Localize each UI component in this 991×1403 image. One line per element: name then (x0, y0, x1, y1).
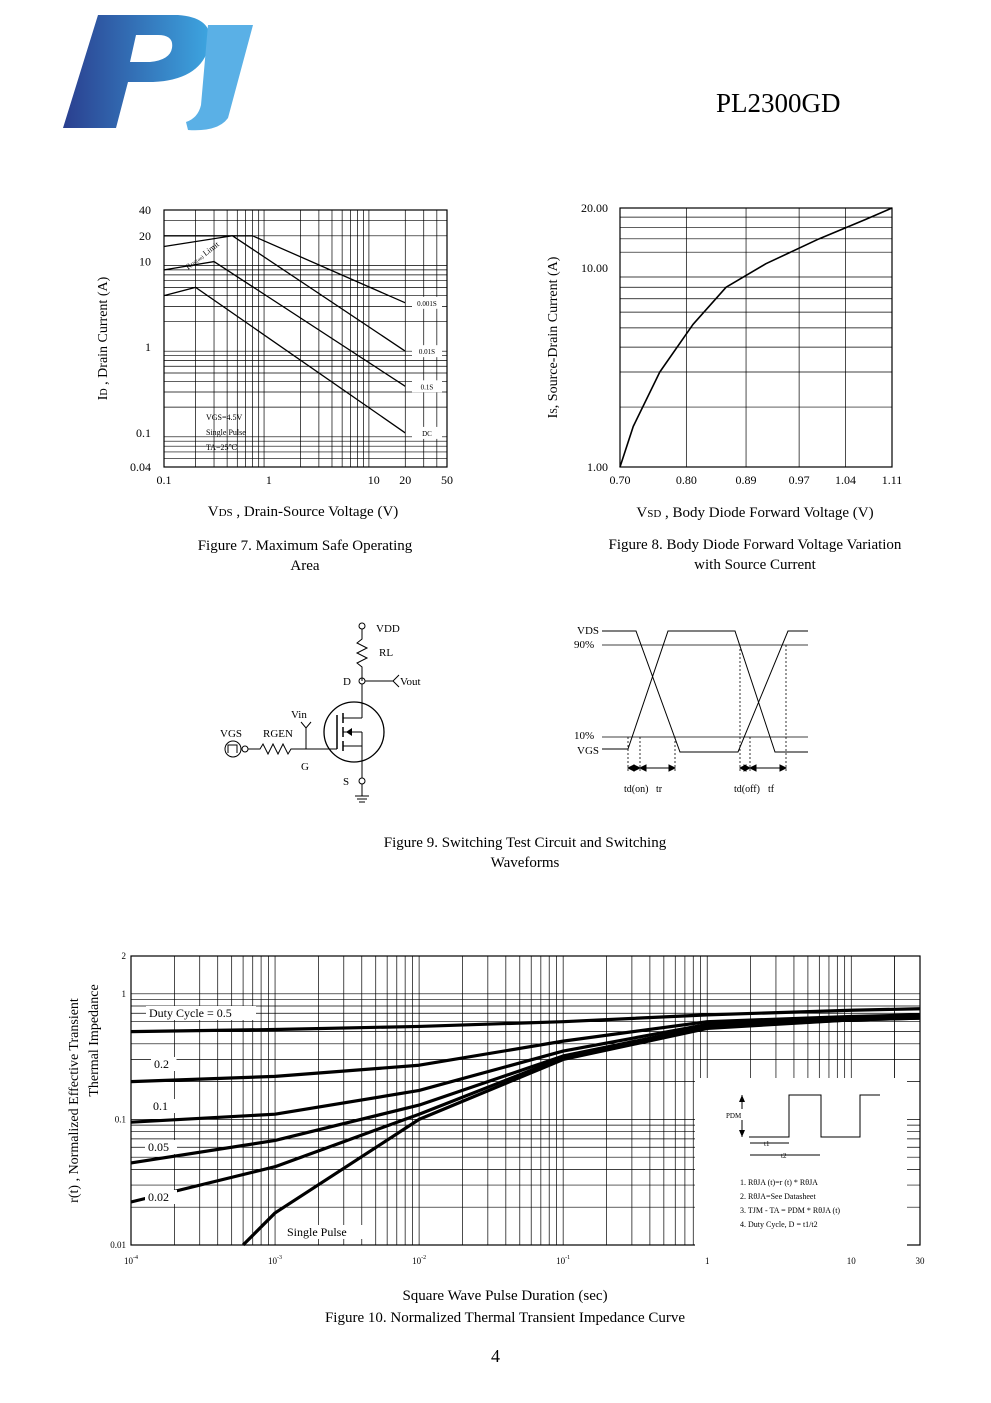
pulse-source-icon (225, 741, 241, 757)
fig10-curve-label: 0.2 (154, 1057, 169, 1071)
fig8-y-tick: 1.00 (587, 460, 608, 474)
page-number: 4 (491, 1346, 500, 1366)
fig10-note: 4. Duty Cycle, D = t1/t2 (740, 1220, 818, 1229)
fig7-condition: Single Pulse (206, 428, 246, 437)
fig10-curve-label: 0.1 (153, 1099, 168, 1113)
fig10-y-tick: 2 (121, 951, 126, 961)
vgs-waveform (602, 631, 808, 752)
vgs-label: VGS (220, 728, 243, 740)
fig10-x-tick: 30 (915, 1256, 925, 1266)
fig8-x-tick: 1.11 (881, 473, 903, 487)
vdd-terminal (359, 623, 365, 629)
vdd-label: VDD (376, 623, 400, 635)
load-resistor (357, 629, 367, 681)
fig7-y-tick: 0.1 (136, 425, 151, 440)
fig8-caption: Figure 8. Body Diode Forward Voltage Variation with Source Current (608, 537, 902, 573)
wave-10-label: 10% (574, 730, 595, 742)
tdoff-label: td(off) (734, 784, 760, 795)
pdm-label: PDM (726, 1112, 742, 1120)
fig8-y-tick: 20.00 (581, 201, 608, 215)
fig10-curve-label: 0.02 (148, 1190, 169, 1204)
fig10-curve-label: Duty Cycle = 0.5 (149, 1006, 232, 1020)
fig7-x-tick: 0.1 (156, 473, 172, 487)
fig8-x-tick: 1.04 (835, 473, 857, 487)
fig8-y-label: IS, Source-Drain Current (A) (546, 256, 561, 419)
fig7-curve-label: DC (422, 429, 432, 438)
tf-label: tf (768, 784, 775, 795)
fig10-note: 2. RθJA=See Datasheet (740, 1192, 816, 1201)
t2-label: t2 (781, 1152, 787, 1160)
rl-label: RL (379, 647, 394, 659)
gate-resistor (248, 744, 306, 754)
fig7-x-tick: 50 (441, 473, 453, 487)
fig7-curve-label: 0.01S (418, 348, 436, 357)
fig7-condition: TA=25℃ (206, 443, 238, 452)
rgen-label: RGEN (263, 728, 293, 740)
fig8-plot-frame (620, 208, 892, 467)
source-label: S (343, 776, 350, 788)
wave-vds-label: VDS (577, 625, 600, 637)
fig10-curve-label: Single Pulse (287, 1225, 347, 1239)
fig10-x-tick: $10^{-3}$ (268, 1255, 283, 1266)
tdon-label: td(on) (624, 784, 649, 795)
wave-vgs-label: VGS (577, 745, 600, 757)
fig8-x-tick: 0.70 (609, 473, 631, 487)
gate-label: G (301, 761, 309, 773)
tr-label: tr (656, 784, 663, 795)
fig7-x-tick: 10 (367, 473, 380, 487)
fig7-x-label: VDS , Drain-Source Voltage (V) (207, 504, 399, 520)
fig10-y-tick: 1 (121, 988, 126, 999)
fig10-x-tick: $10^{-2}$ (412, 1255, 427, 1266)
fig7-condition: VGS=4.5V (206, 413, 243, 422)
t1-label: t1 (764, 1140, 770, 1148)
fig10-y-tick: 0.01 (110, 1240, 126, 1250)
company-logo (58, 10, 258, 135)
fig10-y-tick: 0.1 (114, 1114, 126, 1125)
fig8-y-tick: 10.00 (581, 260, 608, 275)
fig7-curve-label: 0.1S (420, 383, 434, 392)
fig7-x-tick: 20 (399, 473, 412, 487)
vout-arrow (393, 675, 399, 687)
fig8-x-tick: 0.97 (788, 473, 810, 487)
fig7-y-tick: 10 (139, 254, 151, 269)
fig10-x-tick: $10^{-1}$ (556, 1255, 571, 1266)
fig10-chart (60, 945, 940, 1275)
part-number: PL2300GD (716, 88, 841, 118)
fig8-curve (620, 208, 892, 467)
fig7-y-label: ID , Drain Current (A) (96, 276, 111, 401)
fig7-curve-label: 0.001S (417, 299, 437, 308)
drain-label: D (343, 676, 351, 688)
fig7-rdson-label: RDS(on) Limit (183, 239, 221, 272)
fig9-caption: Figure 9. Switching Test Circuit and Switching Waveforms (383, 835, 667, 871)
fig10-x-label: Square Wave Pulse Duration (sec) (402, 1288, 608, 1304)
fig7-y-tick: 0.04 (130, 460, 151, 474)
wave-90-label: 90% (574, 639, 595, 651)
fig10-y-label-line1: r(t) , Normalized Effective Transient (67, 998, 82, 1203)
fig10-x-tick: 1 (704, 1256, 710, 1266)
fig10-curve-label: 0.05 (148, 1140, 169, 1154)
fig10-x-tick: 10 (846, 1256, 856, 1266)
fig8-x-tick: 0.89 (735, 473, 757, 487)
fig7-caption: Figure 7. Maximum Safe Operating Area (197, 538, 413, 574)
fig7-y-tick: 1 (145, 340, 151, 355)
fig8-grid (620, 208, 892, 467)
fig10-note: 3. TJM - TA = PDM * RθJA (t) (740, 1206, 841, 1215)
vin-label: Vin (291, 709, 307, 721)
vout-label: Vout (400, 676, 421, 688)
fig7-chart (90, 195, 460, 535)
switching-waveforms (570, 620, 820, 805)
fig7-y-tick: 40 (139, 203, 151, 217)
fig10-note: 1. RθJA (t)=r (t) * RθJA (740, 1178, 818, 1187)
fig7-x-tick: 1 (265, 473, 272, 487)
fig8-x-label: VSD , Body Diode Forward Voltage (V) (636, 505, 874, 521)
fig10-y-label-line2: Thermal Impedance (87, 984, 102, 1097)
fig7-y-tick: 20 (139, 228, 151, 243)
fig8-x-tick: 0.80 (675, 473, 697, 487)
fig10-x-tick: $10^{-4}$ (124, 1255, 138, 1266)
fig8-chart (540, 195, 920, 535)
fig10-caption: Figure 10. Normalized Thermal Transient Impedance Curve (324, 1310, 686, 1326)
switching-test-circuit (215, 615, 445, 810)
